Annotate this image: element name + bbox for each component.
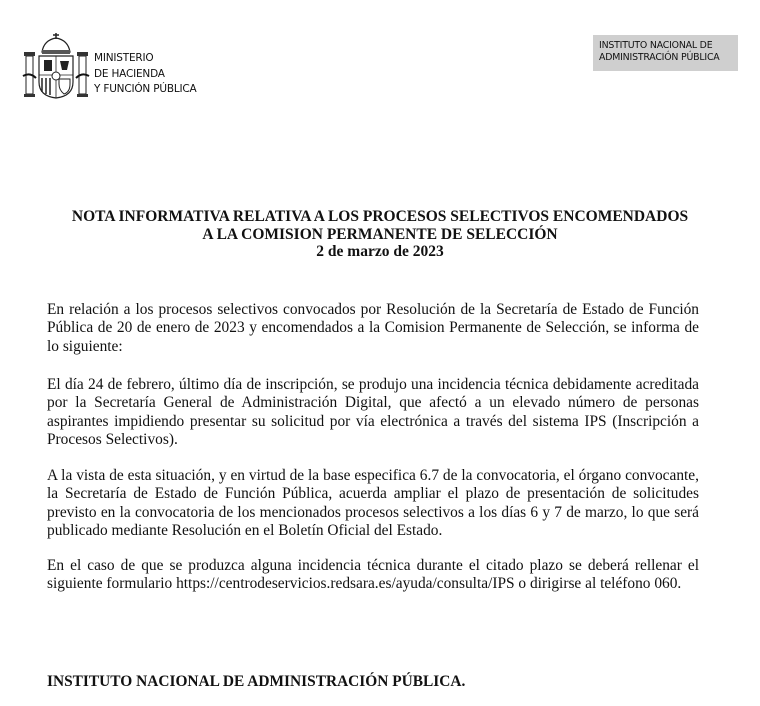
ministry-name <box>94 51 197 98</box>
institute-line: INSTITUTO NACIONAL DE <box>599 40 713 51</box>
ministry-line: DE HACIENDA <box>94 67 165 80</box>
paragraph-incident: El día 24 de febrero, último día de inscripción, se produjo una incidencia técnica debidamente acreditada por la Secretaría General de Administración Digital, que afectó a un elevado número de personas aspirantes impidiendo presentar su solicitud por vía electrónica a través del sistema IPS (Inscripción a Procesos Selectivos). <box>47 376 699 448</box>
title-line-1: NOTA INFORMATIVA RELATIVA A LOS PROCESOS SELECTIVOS ENCOMENDADOS <box>71 208 689 225</box>
document-title <box>0 208 760 261</box>
signature: INSTITUTO NACIONAL DE ADMINISTRACIÓN PÚBLICA. <box>47 673 466 690</box>
institute-label-box <box>593 35 738 71</box>
institute-line: ADMINISTRACIÓN PÚBLICA <box>599 51 720 63</box>
ministry-line: MINISTERIO <box>94 52 154 64</box>
title-line-2: A LA COMISION PERMANENTE DE SELECCIÓN <box>202 225 558 243</box>
ministry-line: Y FUNCIÓN PÚBLICA <box>94 83 197 95</box>
document-date: 2 de marzo de 2023 <box>316 243 444 260</box>
coat-of-arms-of-spain-icon <box>22 32 90 100</box>
paragraph-intro: En relación a los procesos selectivos convocados por Resolución de la Secretaría de Estado de Función Pública de 20 de enero de 2023 y encomendados a la Comision Permanente de Selección, se informa de lo siguiente: <box>47 301 699 355</box>
paragraph-extension: A la vista de esta situación, y en virtud de la base especifica 6.7 de la convocatoria, el órgano convocante, la Secretaría de Estado de Función Pública, acuerda ampliar el plazo de presentación de solicitudes previsto en la convocatoria de los mencionados procesos selectivos a los días 6 y 7 de marzo, lo que será publicado mediante Resolución en el Boletín Oficial del Estado. <box>47 467 699 539</box>
paragraph-contact: En el caso de que se produzca alguna incidencia técnica durante el citado plazo se deberá rellenar el siguiente formulario https://centrodeservicios.redsara.es/ayuda/consulta/IPS o dirigirse al teléfono 060. <box>47 557 699 593</box>
